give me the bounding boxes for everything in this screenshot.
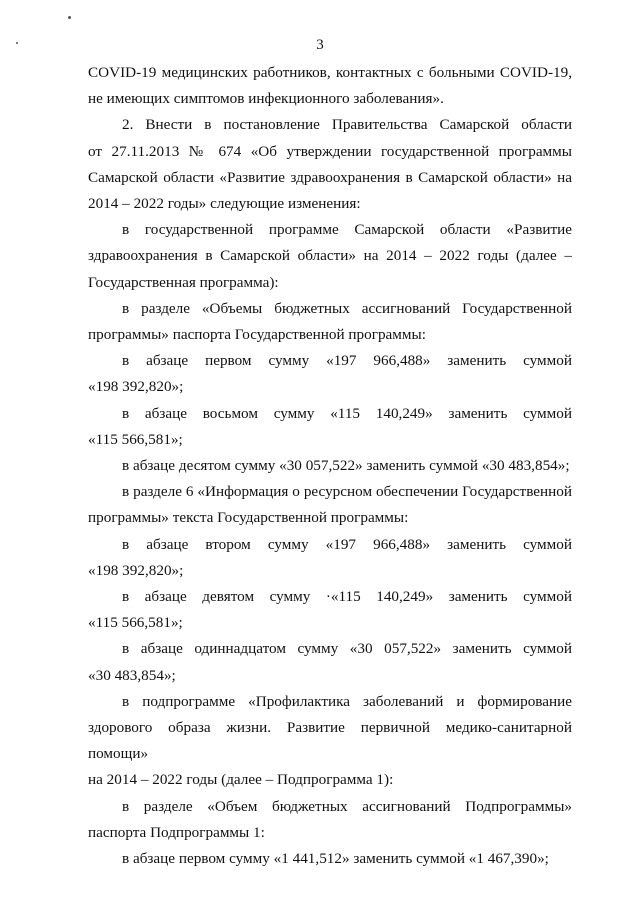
text-line: в разделе 6 «Информация о ресурсном обеспечении Государственной <box>122 483 572 501</box>
text-line: Самарской области «Развитие здравоохранения в Самарской области» на <box>88 168 572 186</box>
text-line: здорового образа жизни. Развитие первичной медико-санитарной помощи» <box>88 719 572 763</box>
page-number: 3 <box>316 37 324 53</box>
text-line: в абзаце первом сумму «197 966,488» заменить суммой <box>122 352 572 370</box>
text-line: Государственная программа): <box>88 273 279 291</box>
text-line: от 27.11.2013 № 674 «Об утверждении государственной программы <box>88 142 572 160</box>
text-line: «115 566,581»; <box>88 430 183 448</box>
text-line: «198 392,820»; <box>88 561 184 579</box>
text-line: 2. Внести в постановление Правительства Самарской области <box>122 116 572 134</box>
text-line: в подпрограмме «Профилактика заболеваний и формирование <box>122 692 572 710</box>
scan-speck <box>68 16 71 19</box>
text-line: в разделе «Объем бюджетных ассигнований Подпрограммы» <box>122 797 572 815</box>
document-body <box>88 60 572 872</box>
text-line: в абзаце первом сумму «1 441,512» заменить суммой «1 467,390»; <box>122 850 549 868</box>
text-line: программы» паспорта Государственной программы: <box>88 326 426 344</box>
text-line: «30 483,854»; <box>88 666 176 684</box>
text-line: «198 392,820»; <box>88 378 184 396</box>
text-line: на 2014 – 2022 годы (далее – Подпрограмма 1): <box>88 771 394 789</box>
text-line: в абзаце восьмом сумму «115 140,249» заменить суммой <box>122 404 572 422</box>
text-line: не имеющих симптомов инфекционного заболевания». <box>88 90 444 108</box>
text-line: COVID-19 медицинских работников, контактных с больными COVID-19, <box>88 64 572 81</box>
text-line: в разделе «Объемы бюджетных ассигнований Государственной <box>122 299 572 317</box>
text-line: в абзаце десятом сумму «30 057,522» заменить суммой «30 483,854»; <box>122 457 570 475</box>
text-line: 2014 – 2022 годы» следующие изменения: <box>88 195 361 213</box>
text-line: программы» текста Государственной программы: <box>88 509 409 527</box>
text-line: в абзаце втором сумму «197 966,488» заменить суммой <box>122 535 572 553</box>
text-line: «115 566,581»; <box>88 614 183 632</box>
text-line: здравоохранения в Самарской области» на 2014 – 2022 годы (далее – <box>88 247 572 265</box>
text-line: в абзаце одиннадцатом сумму «30 057,522» заменить суммой <box>122 640 572 658</box>
text-line: паспорта Подпрограммы 1: <box>88 823 265 841</box>
text-line: в абзаце девятом сумму ·«115 140,249» заменить суммой <box>122 588 572 606</box>
text-line: в государственной программе Самарской области «Развитие <box>122 221 572 239</box>
